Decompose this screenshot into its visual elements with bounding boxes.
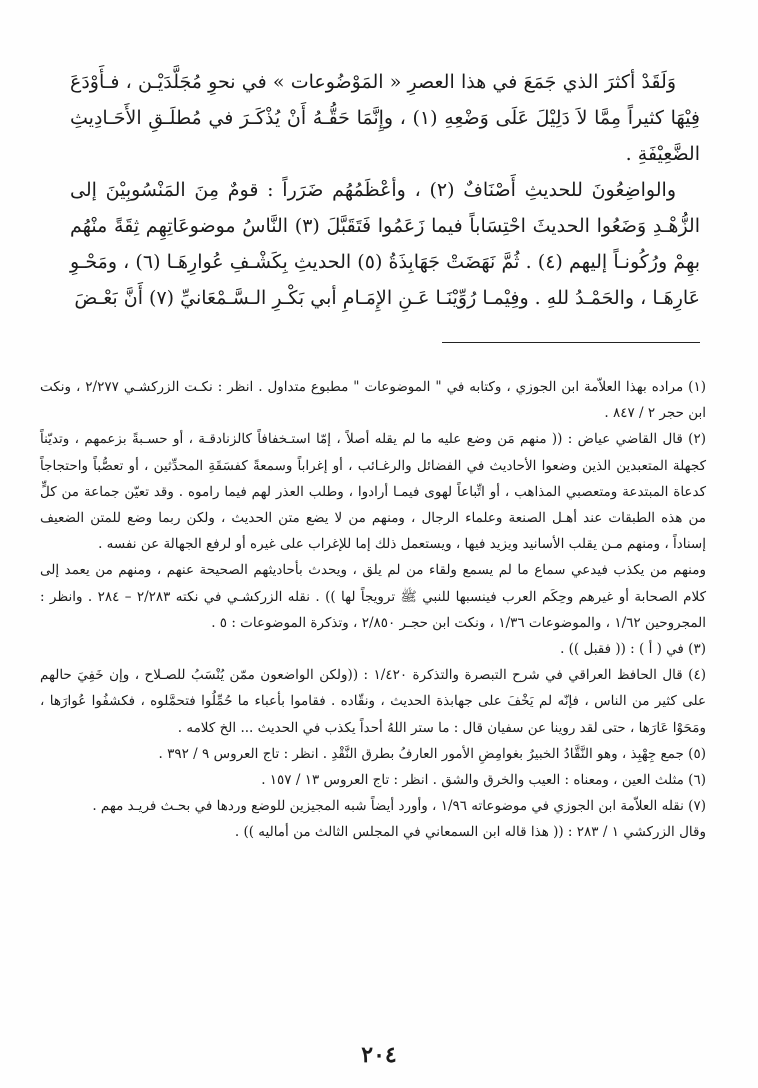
footnote-2-continued: ومنهم من يكذب فيدعي سماع ما لم يسمع ولقاء من لم يلق ، ويحدث بأحاديثهم الصحيحة عنهم ، ومنهم من يعمد إلى كلام الصحابة أو غيرهم وحِكَم العرب فينسبها للنبي ﷺ ترويجاً لها )) . نقله الزركشـي في نكته ٢/٢٨٣ – ٢٨٤ . وانظر : المجروحين ١/٦٢ ، والموضوعات ١/٣٦ ، ونكت ابن حجـر ٢/٨٥٠ ، وتذكرة الموضوعات : ٥ . bbox=[40, 562, 706, 631]
paragraph-2: والواضِعُونَ للحديثِ أَصْنَافٌ (٢) ، وأعْظَمُهُم ضَرَراً : قومٌ مِنَ المَنْسُوبِيْنَ إلى الزُّهْـدِ وَضَعُوا الحديثَ احْتِسَاباً فيما زَعَمُوا فَتَقَبَّلَ (٣) النَّاسُ موضوعَاتِهِم ثِقَةً منْهُم بهِمْ ورُكُونـاً إليهم (٤) . ثُمَّ نَهَضَتْ جَهَابِذَةُ (٥) الحديثِ بِكَشْـفِ عُوارِهَـا (٦) ، ومَحْـوِ عَارِهَـا ، والحَمْـدُ للهِ . وفِيْمـا رُوِّيْنَـا عَـنِ الإِمَـامِ أبي بَكْـرِ الـسَّـمْعَانيِّ (٧) أَنَّ بَعْـضَ bbox=[70, 179, 701, 309]
footnotes bbox=[40, 374, 706, 846]
page-number: ٢٠٤ bbox=[361, 1042, 397, 1068]
footnote-5: (٥) جمع جِهْبِذ ، وهو النَّقَّادُ الخبيرُ بغوامِضِ الأمور العارفُ بطرق النَّقْدِ . انظر : تاج العروس ٩ / ٣٩٢ . bbox=[158, 745, 706, 762]
footnote-separator bbox=[442, 342, 700, 343]
footnote-2: (٢) قال القاضي عياض : (( منهم مَن وضع عليه ما لم يقله أصلاً ، إمّا استـخفافاً كالزنادقـة ، أو حسـبةً بزعمهم ، وتديّناً كجهلة المتعبدين الذين وضعوا الأحاديث في الفضائل والرغـائب ، أو إغراباً وسمعةً كفسَقَةِ المحدِّثين ، أو تعصُّباً واحتجاجاً كدعاة المبتدعة ومتعصبي المذاهب ، أو اتِّباعاً لهوى فيمـا أرادوا ، وطلب العذر لهم فيما راموه . وقد تعيّن جماعة من كلٍّ من هذه الطبقات عند أهـل الصنعة وعلماء الرجال ، ومنهم من لا يضع متن الحديث ، ولكن ربما وضع للمتن الضعيف إسناداً ، ومنهم مـن يقلب الأسانيد ويزيد فيها ، ويستعمل ذلك إما للإغراب على غيره أو لرفع الجهالة عن نفسه . bbox=[40, 431, 707, 553]
footnote-1: (١) مراده بهذا العلاّمة ابن الجوزي ، وكتابه في " الموضوعات " مطبوع متداول . انظر : نكـت الزركشـي ٢/٢٧٧ ، ونكت ابن حجر ٢ / ٨٤٧ . bbox=[40, 379, 706, 422]
main-text bbox=[70, 64, 700, 316]
paragraph-1: وَلَقَدْ أكثرَ الذي جَمَعَ في هذا العصرِ « المَوْضُوعات » في نحوِ مُجَلَّدَيْـن ، فـأَوْدَعَ فِيْهَا كثيراً مِمَّا لاَ دَلِيْلَ عَلَى وَضْعِهِ (١) ، وإِنَّمَا حَقُّـهُ أَنْ يُذْكَـرَ في مُطلَـقِ الأَحَـادِيثِ الضَّعِيْفَةِ . bbox=[70, 71, 700, 165]
footnote-4: (٤) قال الحافظ العراقي في شرح التبصرة والتذكرة ١/٤٢٠ : ((ولكن الواضعون ممّن يُنْسَبُ للصـلاح ، وإن خَفِيَ حالهم على كثير من الناس ، فإنّه لم يَخْفَ على جهابذة الحديث ، ونقّاده . فقاموا بأعباء ما حُمِّلُوا فتحمَّلوه ، فكشفُوا عُوارَها ، ومَحَوْا عَارَها ، حتى لقد روينا عن سفيان قال : ما ستر اللهُ أحداً يكذب في الحديث ... الخ كلامه . bbox=[40, 667, 706, 736]
footnote-3: (٣) في ( أ ) : (( فقبل )) . bbox=[560, 641, 706, 658]
footnote-7-continued: وقال الزركشي ١ / ٢٨٣ : (( هذا قاله ابن السمعاني في المجلس الثالث من أماليه )) . bbox=[234, 824, 706, 841]
footnote-7: (٧) نقله العلاّمة ابن الجوزي في موضوعاته ١/٩٦ ، وأورد أيضاً شبه المجيزين للوضع وردها في بحـث فريـد مهم . bbox=[92, 798, 706, 815]
footnote-6: (٦) مثلث العين ، ومعناه : العيب والخرق والشق . انظر : تاج العروس ١٣ / ١٥٧ . bbox=[261, 772, 706, 789]
